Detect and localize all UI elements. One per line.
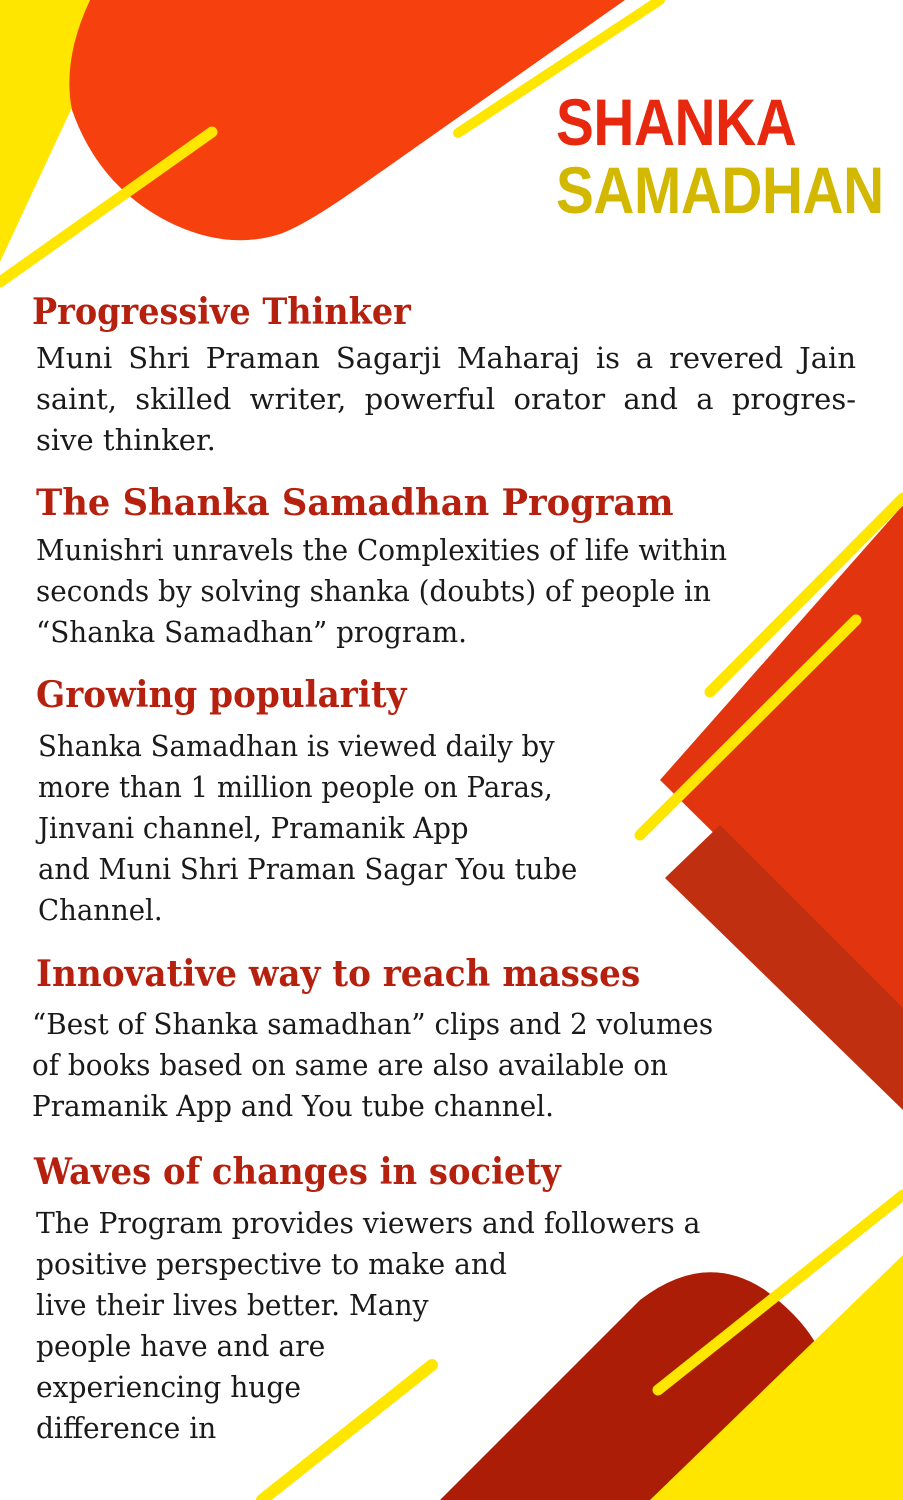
top-orange-pill-shape bbox=[69, 0, 625, 240]
brand-title-line1: SHANKA bbox=[556, 85, 797, 159]
body-line: people have and are bbox=[36, 1329, 326, 1363]
section-heading-progressive-thinker: Progressive Thinker bbox=[32, 291, 411, 333]
brand-title-line2: SAMADHAN bbox=[556, 153, 884, 227]
body-line: Munishri unravels the Complexities of life within bbox=[36, 533, 728, 567]
body-line: more than 1 million people on Paras, bbox=[38, 770, 553, 804]
section-body-growing-popularity bbox=[38, 726, 577, 931]
body-line: Muni Shri Praman Sagarji Maharaj is a revered Jain bbox=[36, 341, 856, 375]
body-line: live their lives better. Many bbox=[36, 1288, 429, 1322]
section-body-progressive-thinker bbox=[36, 338, 856, 461]
section-body-shanka-samadhan-program bbox=[36, 530, 727, 653]
body-line: seconds by solving shanka (doubts) of people in bbox=[36, 574, 711, 608]
body-line: The Program provides viewers and followers a bbox=[36, 1206, 701, 1240]
section-body-waves-of-changes bbox=[36, 1203, 700, 1449]
body-line: “Best of Shanka samadhan” clips and 2 volumes bbox=[32, 1007, 714, 1041]
body-line: experiencing huge bbox=[36, 1370, 302, 1404]
section-body-innovative-way bbox=[32, 1004, 713, 1127]
body-line: difference in bbox=[36, 1411, 217, 1445]
body-line: “Shanka Samadhan” program. bbox=[36, 615, 467, 649]
body-line: positive perspective to make and bbox=[36, 1247, 508, 1281]
section-heading-shanka-samadhan-program: The Shanka Samadhan Program bbox=[36, 482, 674, 524]
body-line: Jinvani channel, Pramanik App bbox=[38, 811, 469, 845]
body-line: saint, skilled writer, powerful orator and a progres- bbox=[36, 382, 856, 416]
section-heading-waves-of-changes: Waves of changes in society bbox=[34, 1151, 561, 1193]
body-line: Channel. bbox=[38, 893, 163, 927]
body-line: of books based on same are also available on bbox=[32, 1048, 668, 1082]
section-heading-innovative-way: Innovative way to reach masses bbox=[36, 953, 641, 995]
body-line: sive thinker. bbox=[36, 423, 216, 457]
body-line: and Muni Shri Praman Sagar You tube bbox=[38, 852, 578, 886]
body-line: Shanka Samadhan is viewed daily by bbox=[38, 729, 555, 763]
body-line: Pramanik App and You tube channel. bbox=[32, 1089, 554, 1123]
brand-title bbox=[556, 85, 884, 227]
section-heading-growing-popularity: Growing popularity bbox=[36, 674, 407, 716]
